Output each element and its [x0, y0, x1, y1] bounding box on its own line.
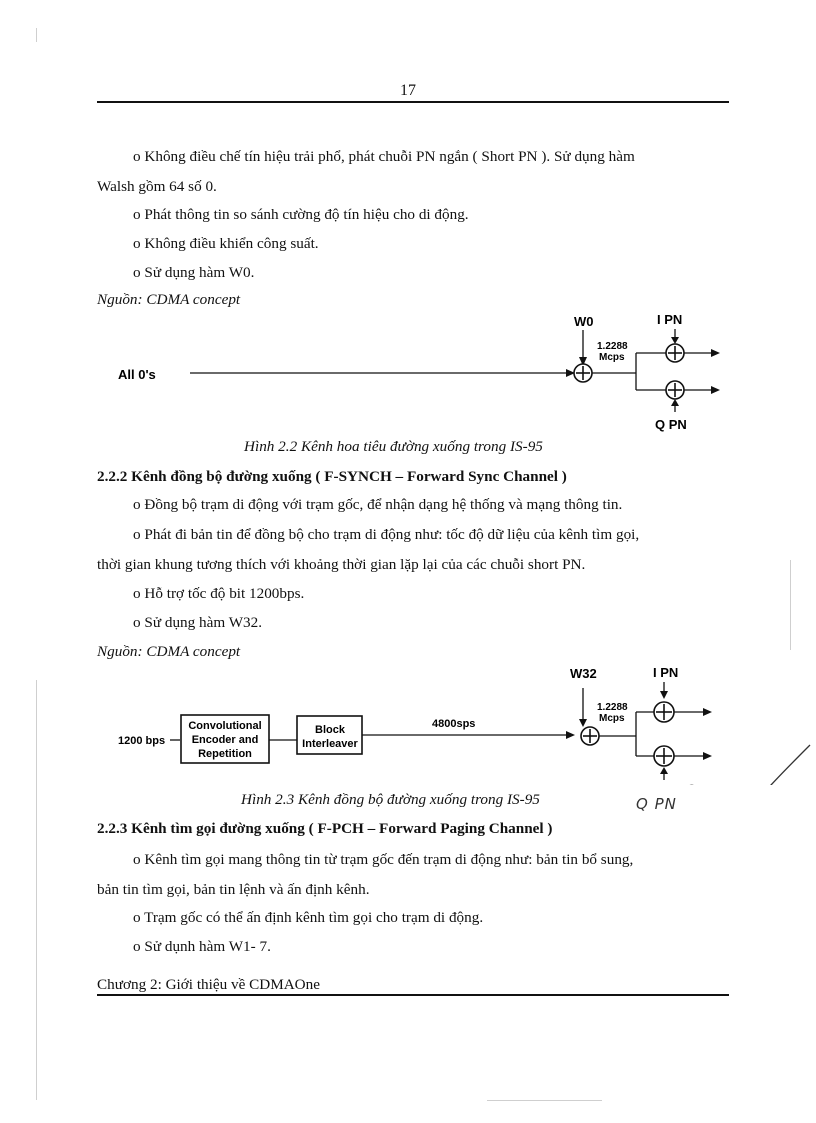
fig23-interleaver-line2: Interleaver: [302, 738, 358, 750]
section-2-2-3-heading: 2.2.3 Kênh tìm gọi đường xuống ( F-PCH – Forward Paging Channel ): [97, 820, 553, 837]
fig23-rate-line2: Mcps: [599, 713, 625, 724]
fig22-qpn-arrowhead: [671, 399, 679, 406]
fig22-qpn-label: Q PN: [655, 417, 687, 432]
fig23-q-output-arrowhead: [703, 752, 712, 760]
header-rule: [97, 101, 729, 103]
fig23-ipn-label: I PN: [653, 665, 679, 680]
paging-bullet-1-continuation: bản tin tìm gọi, bản tin lệnh và ấn định kênh.: [97, 881, 370, 898]
fig22-input-label: All 0's: [118, 367, 156, 382]
pilot-source: Nguồn: CDMA concept: [97, 291, 241, 308]
sync-bullet-4: o Sử dụng hàm W32.: [133, 614, 263, 631]
fig23-ipn-arrowhead: [660, 691, 668, 699]
footer-rule: [97, 994, 729, 996]
fig23-encoder-line1: Convolutional: [188, 720, 262, 732]
scan-edge-mark-top: [36, 28, 37, 42]
fig23-qpn-arrowhead: [660, 767, 668, 774]
fig22-ipn-label: I PN: [657, 312, 683, 327]
footer-chapter-title: Chương 2: Giới thiệu về CDMAOne: [97, 976, 320, 993]
fig23-walsh-label: W32: [570, 666, 597, 681]
fig22-q-output-arrowhead: [711, 386, 720, 394]
figure-2-2-caption: Hình 2.2 Kênh hoa tiêu đường xuống trong IS-95: [244, 438, 543, 455]
scan-edge-mark-right: [790, 560, 791, 650]
sync-source: Nguồn: CDMA concept: [97, 643, 241, 660]
fig22-i-output-arrowhead: [711, 349, 720, 357]
scan-edge-mark-left: [36, 680, 37, 1100]
scan-edge-mark-bottom: [487, 1100, 602, 1101]
section-2-2-2-heading: 2.2.2 Kênh đồng bộ đường xuống ( F-SYNCH – Forward Sync Channel ): [97, 468, 567, 485]
fig23-i-output-arrowhead: [703, 708, 712, 716]
fig22-rate-line2: Mcps: [599, 352, 625, 363]
paging-bullet-2: o Trạm gốc có thể ấn định kênh tìm gọi cho trạm di động.: [133, 909, 484, 926]
sync-bullet-2: o Phát đi bản tin để đồng bộ cho trạm di động như: tốc độ dữ liệu của kênh tìm gọi,: [133, 526, 640, 543]
fig22-walsh-mixer: [574, 364, 592, 382]
fig23-handwritten-note: Q PN: [636, 795, 677, 813]
fig23-i-mixer: [654, 702, 674, 722]
figure-2-3-diagram: [0, 655, 816, 785]
fig22-rate-line1: 1.2288: [597, 341, 628, 352]
fig23-walsh-mixer: [581, 727, 599, 745]
fig23-symbol-rate: 4800sps: [432, 718, 476, 730]
fig23-interleaver-line1: Block: [315, 724, 345, 736]
figure-2-3-caption: Hình 2.3 Kênh đồng bộ đường xuống trong IS-95: [241, 791, 540, 808]
figure-2-2-diagram: [0, 300, 816, 435]
sync-bullet-3: o Hỗ trợ tốc độ bit 1200bps.: [133, 585, 305, 602]
sync-bullet-2-continuation: thời gian khung tương thích với khoảng thời gian lặp lại của các chuỗi short PN.: [97, 556, 586, 573]
fig23-q-mixer: [654, 746, 674, 766]
fig22-q-mixer: [666, 381, 684, 399]
fig23-rate-line1: 1.2288: [597, 702, 628, 713]
fig23-walsh-arrowhead: [579, 719, 587, 727]
fig23-symbol-arrowhead: [566, 731, 575, 739]
page-number: 17: [400, 82, 416, 99]
pilot-bullet-1-continuation: Walsh gồm 64 số 0.: [97, 178, 217, 195]
pilot-bullet-1: o Không điều chế tín hiệu trải phổ, phát chuỗi PN ngắn ( Short PN ). Sử dụng hàm: [133, 148, 635, 165]
fig23-encoder-line3: Repetition: [198, 748, 252, 760]
fig22-i-mixer: [666, 344, 684, 362]
paging-bullet-1: o Kênh tìm gọi mang thông tin từ trạm gốc đến trạm di động như: bản tin bổ sung,: [133, 851, 634, 868]
fig23-encoder-line2: Encoder and: [191, 734, 259, 746]
pilot-bullet-2: o Phát thông tin so sánh cường độ tín hiệu cho di động.: [133, 206, 469, 223]
fig22-walsh-label: W0: [574, 314, 594, 329]
fig22-ipn-arrowhead: [671, 337, 679, 344]
pilot-bullet-4: o Sử dụng hàm W0.: [133, 264, 255, 281]
pilot-bullet-3: o Không điều khiển công suất.: [133, 235, 319, 252]
fig23-handwritten-checkmark: [735, 745, 810, 785]
paging-bullet-3: o Sử dụnh hàm W1- 7.: [133, 938, 271, 955]
sync-bullet-1: o Đồng bộ trạm di động với trạm gốc, để nhận dạng hệ thống và mạng thông tin.: [133, 496, 623, 513]
fig23-input-label: 1200 bps: [118, 735, 166, 747]
